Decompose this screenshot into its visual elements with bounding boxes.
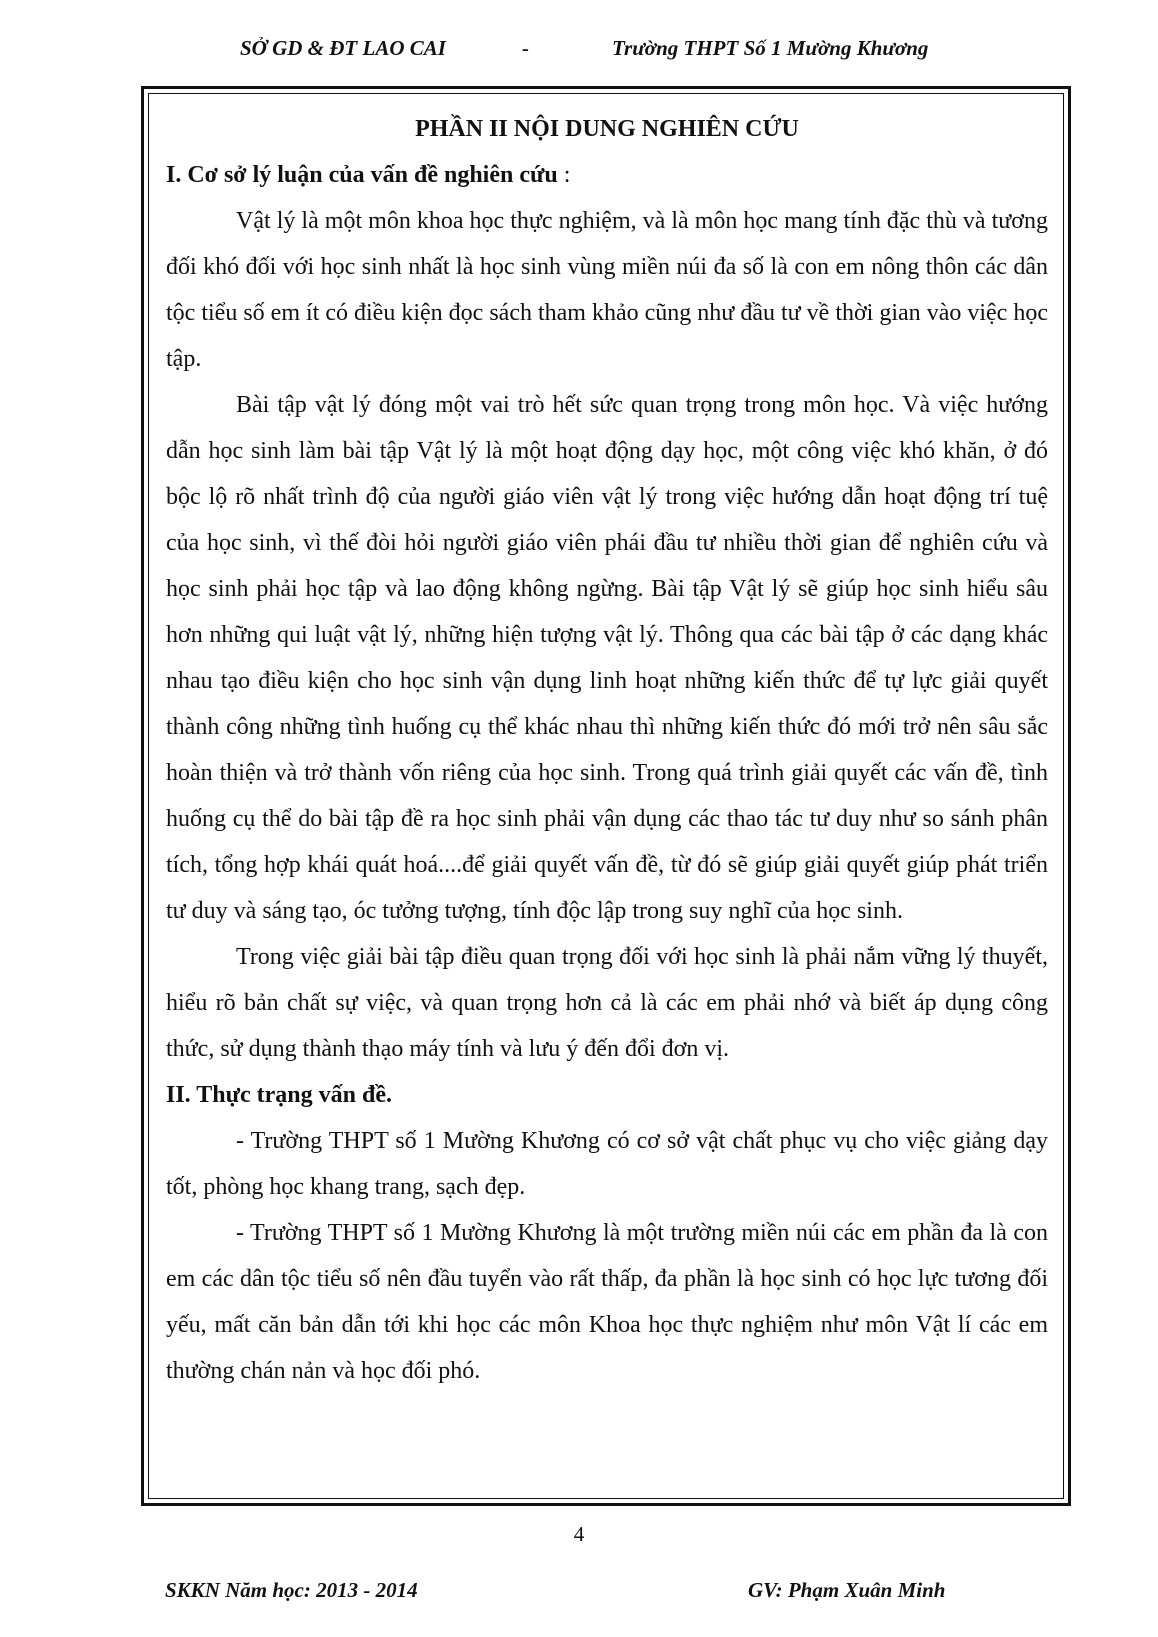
footer-school-year: SKKN Năm học: 2013 - 2014 [165,1578,418,1602]
section-1-heading-text: I. Cơ sở lý luận của vấn đề nghiên cứu [166,162,558,188]
section-2-heading: II. Thực trạng vấn đề. [166,1082,392,1108]
section-1-heading [166,152,1048,198]
section-1-heading-suffix: : [557,162,571,188]
section-1-paragraph-3: Trong việc giải bài tập điều quan trọng đối với học sinh là phải nắm vững lý thuyết, hiểu rõ bản chất sự việc, và quan trọng hơn cả là các em phải nhớ và biết áp dụng công thức, sử dụng thành thạo máy tính và lưu ý đến đổi đơn vị. [166,944,1048,1062]
page-number: 4 [573,1522,585,1546]
section-2-paragraph-2: - Trường THPT số 1 Mường Khương là một trường miền núi các em phần đa là con em các dân tộc tiểu số nên đầu tuyển vào rất thấp, đa phần là học sinh có học lực tương đối yếu, mất căn bản dẫn tới khi học các môn Khoa học thực nghiệm như môn Vật lí các em thường chán nản và học đối phó. [166,1220,1048,1384]
section-2-paragraph-1: - Trường THPT số 1 Mường Khương có cơ sở vật chất phục vụ cho việc giảng dạy tốt, phòng học khang trang, sạch đẹp. [166,1128,1048,1200]
header-separator: - [522,36,529,60]
header-school: Trường THPT Số 1 Mường Khương [612,36,929,60]
page-header [0,30,1158,64]
header-department: SỞ GD & ĐT LAO CAI [240,36,446,60]
section-1-paragraph-1: Vật lý là một môn khoa học thực nghiệm, và là môn học mang tính đặc thù và tương đối khó đối với học sinh nhất là học sinh vùng miền núi đa số là con em nông thôn các dân tộc tiểu số em ít có điều kiện đọc sách tham khảo cũng như đầu tư về thời gian vào việc học tập. [166,208,1048,372]
section-1-paragraph-2: Bài tập vật lý đóng một vai trò hết sức quan trọng trong môn học. Và việc hướng dẫn học sinh làm bài tập Vật lý là một hoạt động dạy học, một công việc khó khăn, ở đó bộc lộ rõ nhất trình độ của người giáo viên vật lý trong việc hướng dẫn hoạt động trí tuệ của học sinh, vì thế đòi hỏi người giáo viên phái đầu tư nhiều thời gian để nghiên cứu và học sinh phải học tập và lao động không ngừng. Bài tập Vật lý sẽ giúp học sinh hiểu sâu hơn những qui luật vật lý, những hiện tượng vật lý. Thông qua các bài tập ở các dạng khác nhau tạo điều kiện cho học sinh vận dụng linh hoạt những kiến thức để tự lực giải quyết thành công những tình huống cụ thể khác nhau thì những kiến thức đó mới trở nên sâu sắc hoàn thiện và trở thành vốn riêng của học sinh. Trong quá trình giải quyết các vấn đề, tình huống cụ thể do bài tập đề ra học sinh phải vận dụng các thao tác tư duy như so sánh phân tích, tổng hợp khái quát hoá....để giải quyết vấn đề, từ đó sẽ giúp giải quyết giúp phát triển tư duy và sáng tạo, óc tưởng tượng, tính độc lập trong suy nghĩ của học sinh. [166,392,1048,924]
part-title: PHẦN II NỘI DUNG NGHIÊN CỨU [415,116,799,142]
document-body [166,100,1048,1394]
footer-teacher: GV: Phạm Xuân Minh [748,1578,946,1602]
